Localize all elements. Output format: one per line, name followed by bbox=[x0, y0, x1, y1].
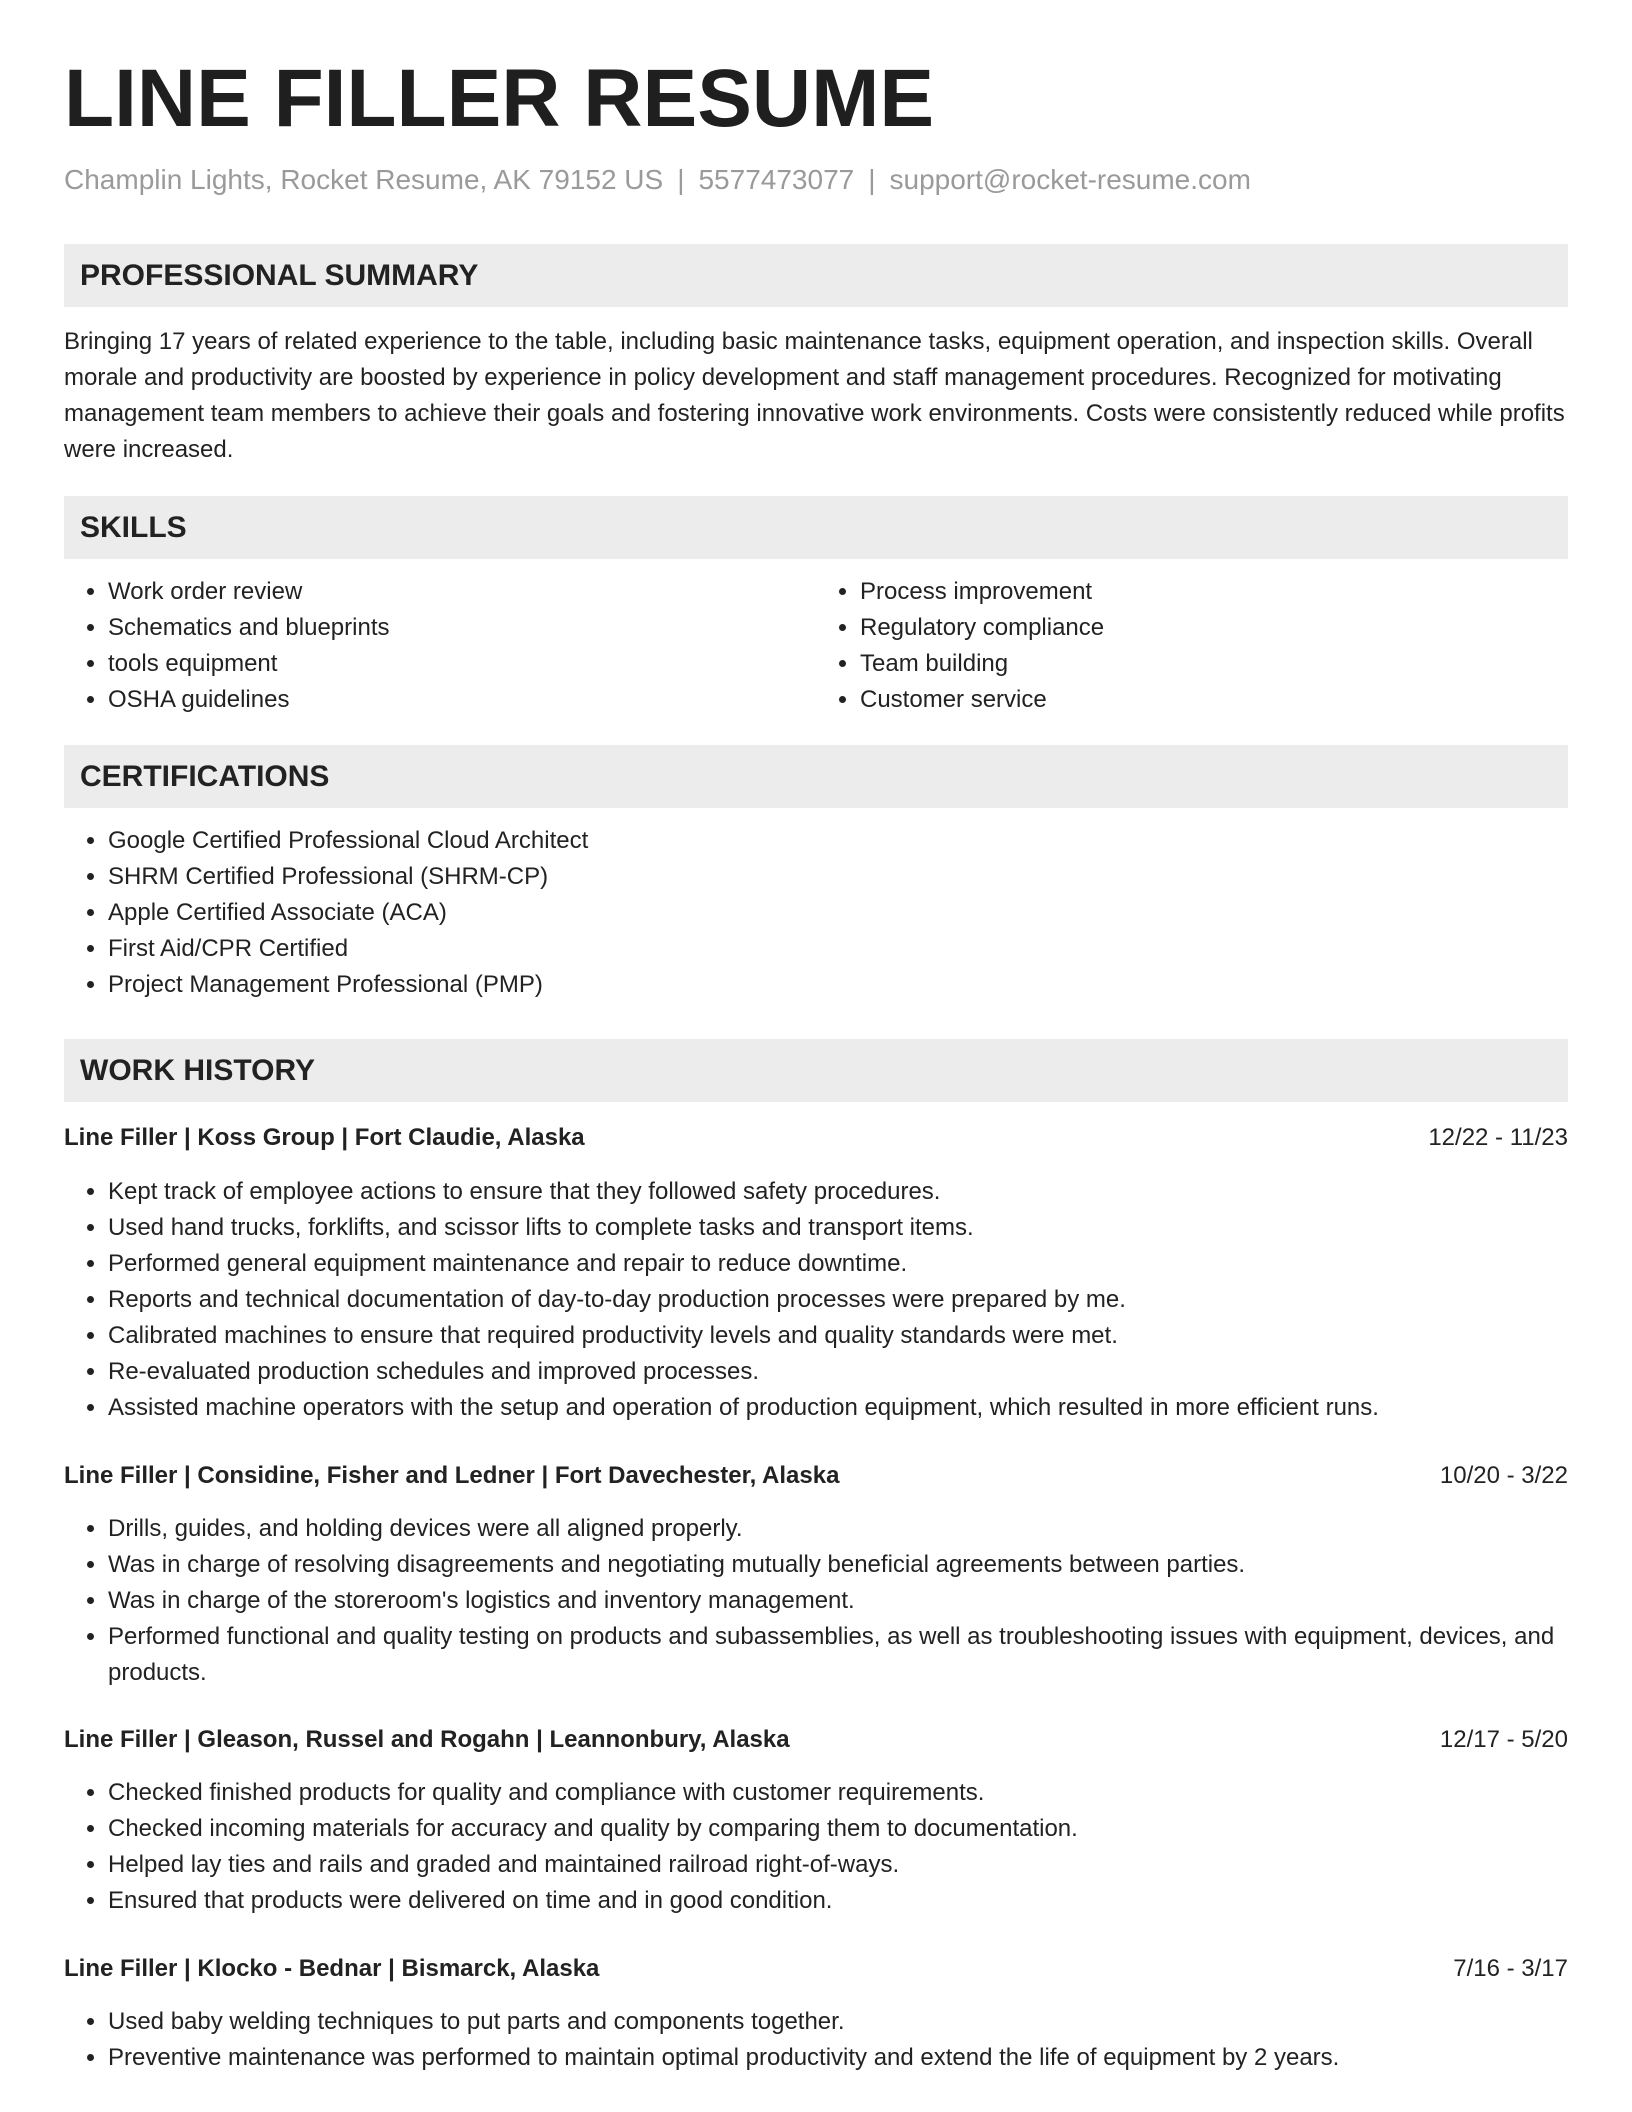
contact-email: support@rocket-resume.com bbox=[889, 164, 1251, 195]
contact-phone: 5577473077 bbox=[698, 164, 855, 195]
skill-item: • Schematics and blueprints bbox=[108, 610, 816, 646]
job-entry bbox=[64, 1951, 1568, 2076]
job-dates: 7/16 - 3/17 bbox=[1453, 1955, 1568, 1983]
summary-text: Bringing 17 years of related experience to the table, including basic maintenance tasks, equipment operation, and inspection skills. Overall morale and productivity are boosted by experience in policy development and staff management procedures. Recognized for motivating management team members to achieve their goals and fostering innovative work environments. Costs were consistently reduced while profits were increased. bbox=[64, 328, 1565, 464]
job-bullet: • Re-evaluated production schedules and improved processes. bbox=[108, 1354, 1568, 1390]
job-title: Line Filler | Considine, Fisher and Ledner | Fort Davechester, Alaska bbox=[64, 1462, 840, 1490]
skills-list bbox=[64, 574, 1568, 718]
skills-column-right bbox=[816, 574, 1568, 718]
job-header bbox=[64, 1722, 1568, 1758]
job-header bbox=[64, 1458, 1568, 1494]
contact-separator: | bbox=[677, 164, 685, 195]
certification-item: • Google Certified Professional Cloud Architect bbox=[108, 823, 1568, 859]
job-header bbox=[64, 1120, 1568, 1156]
job-entry bbox=[64, 1120, 1568, 1426]
job-bullet: • Calibrated machines to ensure that required productivity levels and quality standards were met. bbox=[108, 1318, 1568, 1354]
job-bullet: • Drills, guides, and holding devices were all aligned properly. bbox=[108, 1511, 1568, 1547]
job-header bbox=[64, 1951, 1568, 1987]
job-bullet: • Ensured that products were delivered on time and in good condition. bbox=[108, 1883, 1568, 1919]
job-bullet: • Preventive maintenance was performed to maintain optimal productivity and extend the life of equipment by 2 years. bbox=[108, 2040, 1568, 2076]
job-bullet: • Checked finished products for quality and compliance with customer requirements. bbox=[108, 1775, 1568, 1811]
job-bullet: • Used hand trucks, forklifts, and scissor lifts to complete tasks and transport items. bbox=[108, 1210, 1568, 1246]
job-bullet: • Performed general equipment maintenance and repair to reduce downtime. bbox=[108, 1246, 1568, 1282]
skill-item: • Process improvement bbox=[860, 574, 1568, 610]
job-bullet: • Performed functional and quality testing on products and subassemblies, as well as troubleshooting issues with equipment, devices, and products. bbox=[108, 1619, 1568, 1691]
job-dates: 12/22 - 11/23 bbox=[1428, 1124, 1568, 1152]
contact-address: Champlin Lights, Rocket Resume, AK 79152 US bbox=[64, 164, 664, 195]
section-header-work-history: WORK HISTORY bbox=[64, 1039, 1568, 1102]
job-bullets bbox=[64, 2004, 1568, 2076]
section-header-certifications: CERTIFICATIONS bbox=[64, 745, 1568, 808]
contact-separator: | bbox=[868, 164, 876, 195]
job-bullet: • Used baby welding techniques to put parts and components together. bbox=[108, 2004, 1568, 2040]
job-bullet: • Assisted machine operators with the setup and operation of production equipment, which resulted in more efficient runs. bbox=[108, 1390, 1568, 1426]
certification-item: • SHRM Certified Professional (SHRM-CP) bbox=[108, 859, 1568, 895]
skill-item: • Team building bbox=[860, 646, 1568, 682]
job-title: Line Filler | Klocko - Bednar | Bismarck, Alaska bbox=[64, 1955, 600, 1983]
job-dates: 12/17 - 5/20 bbox=[1439, 1726, 1568, 1754]
certification-item: • Apple Certified Associate (ACA) bbox=[108, 895, 1568, 931]
job-bullet: • Kept track of employee actions to ensure that they followed safety procedures. bbox=[108, 1174, 1568, 1210]
resume-title: LINE FILLER RESUME bbox=[64, 53, 935, 144]
certifications-list bbox=[64, 823, 1568, 1003]
certification-item: • Project Management Professional (PMP) bbox=[108, 967, 1568, 1003]
section-header-skills: SKILLS bbox=[64, 496, 1568, 559]
skill-item: • OSHA guidelines bbox=[108, 682, 816, 718]
certification-item: • First Aid/CPR Certified bbox=[108, 931, 1568, 967]
job-bullet: • Reports and technical documentation of day-to-day production processes were prepared by me. bbox=[108, 1282, 1568, 1318]
job-bullet: • Was in charge of the storeroom's logistics and inventory management. bbox=[108, 1583, 1568, 1619]
job-bullets bbox=[64, 1174, 1568, 1426]
job-entry bbox=[64, 1722, 1568, 1919]
job-dates: 10/20 - 3/22 bbox=[1439, 1462, 1568, 1490]
skill-item: • Work order review bbox=[108, 574, 816, 610]
skill-item: • Regulatory compliance bbox=[860, 610, 1568, 646]
section-header-summary: PROFESSIONAL SUMMARY bbox=[64, 244, 1568, 307]
skills-column-left bbox=[64, 574, 816, 718]
skill-item: • Customer service bbox=[860, 682, 1568, 718]
contact-line bbox=[64, 162, 1568, 198]
job-bullet: • Was in charge of resolving disagreements and negotiating mutually beneficial agreements between parties. bbox=[108, 1547, 1568, 1583]
job-bullets bbox=[64, 1775, 1568, 1919]
job-bullets bbox=[64, 1511, 1568, 1691]
job-title: Line Filler | Gleason, Russel and Rogahn | Leannonbury, Alaska bbox=[64, 1726, 790, 1754]
job-title: Line Filler | Koss Group | Fort Claudie, Alaska bbox=[64, 1124, 585, 1152]
job-entry bbox=[64, 1458, 1568, 1691]
job-bullet: • Helped lay ties and rails and graded and maintained railroad right-of-ways. bbox=[108, 1847, 1568, 1883]
skill-item: • tools equipment bbox=[108, 646, 816, 682]
job-bullet: • Checked incoming materials for accuracy and quality by comparing them to documentation. bbox=[108, 1811, 1568, 1847]
